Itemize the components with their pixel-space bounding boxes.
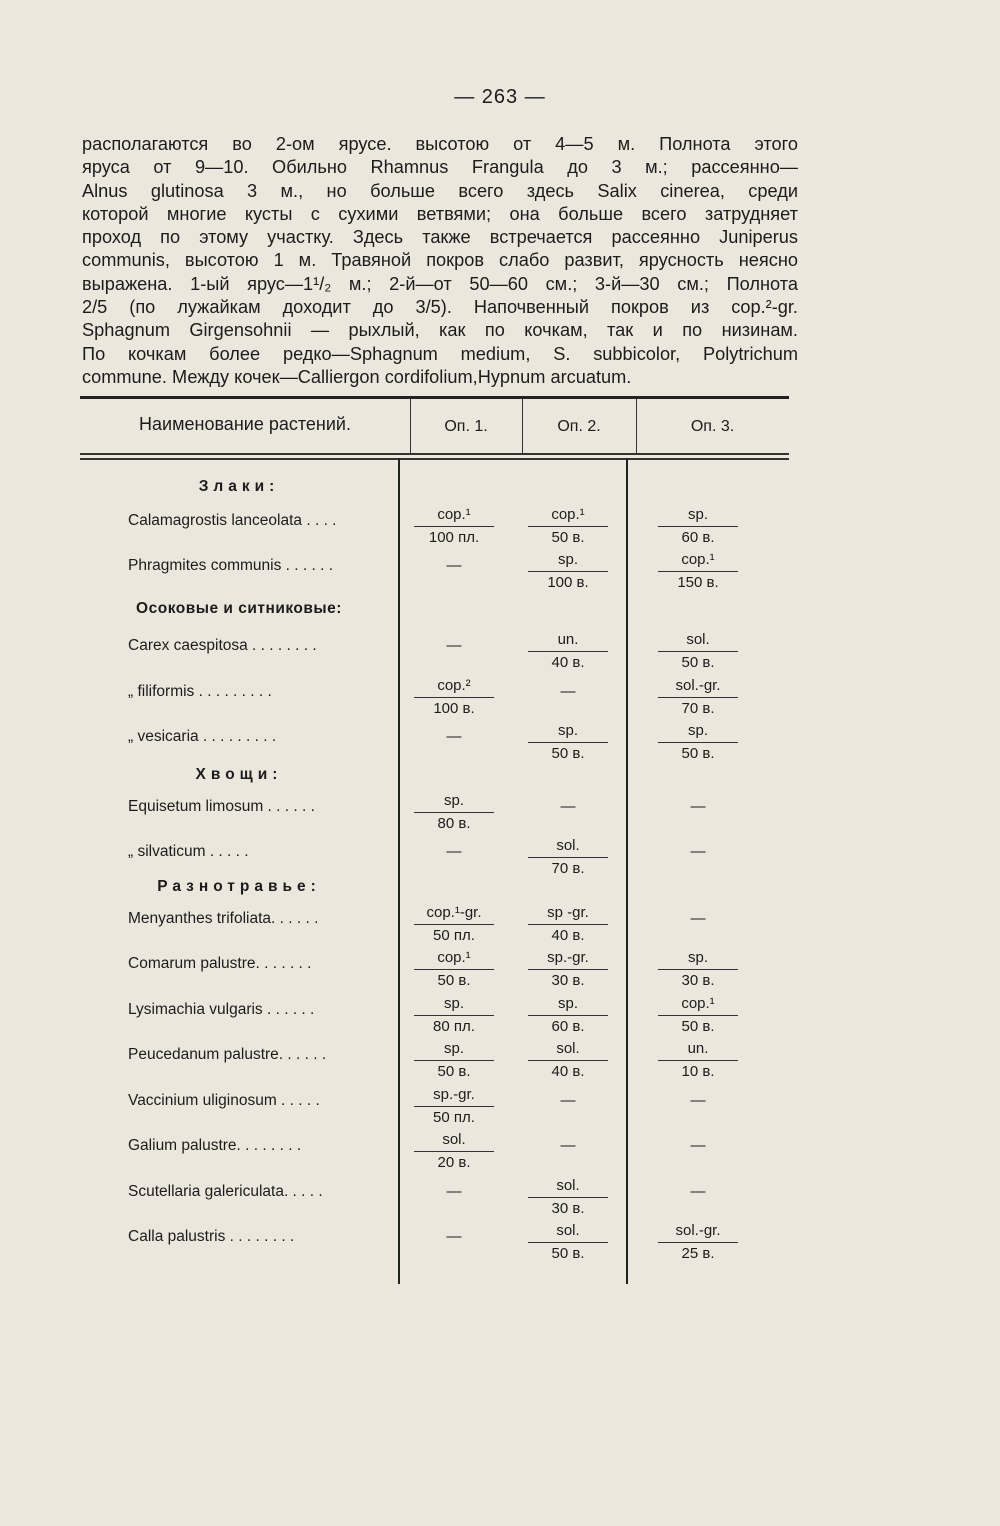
abundance-cell (508, 993, 628, 1038)
abundance-cell (638, 1038, 758, 1083)
abundance-cell (638, 675, 758, 720)
height-value: 30 в. (551, 972, 585, 989)
plant-name: Equisetum limosum . . . . . . (128, 798, 315, 815)
abundance-cell (638, 947, 758, 992)
height-value: 60 в. (551, 1018, 585, 1035)
abundance-value: sp. (443, 1040, 464, 1057)
height-value: 25 в. (681, 1245, 715, 1262)
abundance-value: sp. (687, 506, 708, 523)
height-value: 40 в. (551, 1063, 585, 1080)
abundance-cell (508, 504, 628, 549)
height-value: 100 в. (547, 574, 589, 591)
abundance-value: cop.¹ (681, 995, 715, 1012)
abundance-value: un. (687, 1040, 709, 1057)
vegetation-table (80, 396, 789, 1284)
height-value: 20 в. (437, 1154, 471, 1171)
abundance-value: sol. (442, 1131, 466, 1148)
column-header-op3: Оп. 3. (690, 418, 735, 435)
header-rule (80, 453, 789, 455)
height-value: 30 в. (681, 972, 715, 989)
abundance-value: cop.² (437, 677, 471, 694)
abundance-cell (394, 1084, 514, 1129)
empty-cell-dash: — (690, 1183, 706, 1200)
height-value: 70 в. (551, 860, 585, 877)
section-heading: Хвощи: (195, 766, 283, 783)
plant-name: „ filiformis . . . . . . . . . (128, 683, 272, 700)
plant-name: Menyanthes trifoliata. . . . . . (128, 910, 319, 927)
abundance-value: sp.-gr. (433, 1086, 475, 1103)
plant-name: Scutellaria galericulata. . . . . (128, 1183, 323, 1200)
empty-cell-dash: — (690, 798, 706, 815)
height-value: 70 в. (681, 700, 715, 717)
plant-name: Comarum palustre. . . . . . . (128, 955, 312, 972)
abundance-cell (394, 947, 514, 992)
empty-cell-dash: — (690, 1092, 706, 1109)
paragraph-line: Alnus glutinosa 3 м., но больше всего здесь Salix cinerea, среди (82, 180, 798, 201)
height-value: 100 в. (433, 700, 475, 717)
paragraph-line: располагаются во 2-ом ярусе. высотою от 4—5 м. Полнота этого (82, 134, 798, 154)
section-heading: Разнотравье: (157, 878, 321, 895)
plant-name: Peucedanum palustre. . . . . . (128, 1046, 327, 1063)
paragraph-line: commune. Между кочек—Calliergon cordifolium,Hypnum arcuatum. (82, 366, 632, 387)
empty-cell-dash: — (560, 1137, 576, 1154)
empty-cell-dash: — (690, 843, 706, 860)
paragraph-line: 2/5 (по лужайкам доходит до 3/5). Напочвенный покров из cop.²-gr. (82, 297, 798, 318)
height-value: 150 в. (677, 574, 719, 591)
page-number: — 263 — (454, 86, 546, 108)
abundance-cell (508, 720, 628, 765)
empty-cell-dash: — (560, 1092, 576, 1109)
empty-cell-dash: — (560, 683, 576, 700)
abundance-value: sp. (557, 722, 578, 739)
abundance-value: cop.¹ (681, 551, 715, 568)
abundance-value: sol. (556, 1040, 580, 1057)
abundance-value: sp. (443, 792, 464, 809)
height-value: 60 в. (681, 529, 715, 546)
section-heading: Злаки: (198, 478, 280, 495)
paragraph-line: Sphagnum Girgensohnii — рыхлый, как по кочкам, так и по низинам. (82, 320, 798, 341)
plant-name: Calla palustris . . . . . . . . (128, 1228, 295, 1245)
height-value: 100 пл. (428, 529, 480, 546)
height-value: 50 в. (681, 1018, 715, 1035)
paragraph-line: communis, высотою 1 м. Травяной покров слабо развит, ярусность неясно (82, 250, 798, 271)
empty-cell-dash: — (690, 910, 706, 927)
abundance-cell (508, 629, 628, 674)
paragraph-line: По кочкам более редко—Sphagnum medium, S. subbicolor, Polytrichum (82, 343, 798, 364)
abundance-value: sp. (687, 722, 708, 739)
paragraph-line: которой многие кусты с сухими ветвями; она больше всего затрудняет (82, 203, 798, 224)
abundance-cell (394, 675, 514, 720)
height-value: 40 в. (551, 654, 585, 671)
height-value: 40 в. (551, 927, 585, 944)
abundance-value: sp. (557, 551, 578, 568)
abundance-value: sp -gr. (547, 904, 589, 921)
abundance-cell (508, 1175, 628, 1220)
height-value: 50 в. (681, 745, 715, 762)
abundance-value: un. (557, 631, 579, 648)
abundance-cell (394, 1129, 514, 1174)
abundance-value: sp. (443, 995, 464, 1012)
plant-name: „ vesicaria . . . . . . . . . (128, 728, 277, 745)
plant-name: Lysimachia vulgaris . . . . . . (128, 1001, 315, 1018)
height-value: 30 в. (551, 1200, 585, 1217)
height-value: 50 в. (681, 654, 715, 671)
abundance-value: cop.¹-gr. (426, 904, 482, 921)
abundance-cell (508, 549, 628, 594)
abundance-cell (638, 993, 758, 1038)
height-value: 50 в. (437, 1063, 471, 1080)
height-value: 80 пл. (433, 1018, 475, 1035)
abundance-value: sol. (686, 631, 710, 648)
abundance-cell (394, 902, 514, 947)
abundance-cell (638, 629, 758, 674)
abundance-value: sol. (556, 1222, 580, 1239)
height-value: 10 в. (681, 1063, 715, 1080)
column-header-op2: Оп. 2. (557, 418, 601, 435)
abundance-cell (638, 1220, 758, 1265)
abundance-cell (638, 720, 758, 765)
abundance-value: cop.¹ (437, 506, 471, 523)
empty-cell-dash: — (446, 557, 462, 574)
section-heading: Осоковые и ситниковые: (136, 600, 342, 617)
abundance-value: sol. (556, 837, 580, 854)
abundance-cell (394, 993, 514, 1038)
empty-cell-dash: — (560, 798, 576, 815)
table-top-rule (80, 396, 789, 399)
empty-cell-dash: — (446, 1228, 462, 1245)
plant-name: Phragmites communis . . . . . . (128, 557, 334, 574)
paragraph-line: яруса от 9—10. Обильно Rhamnus Frangula до 3 м.; рассеянно— (82, 157, 798, 178)
abundance-cell (638, 549, 758, 594)
abundance-cell (508, 1038, 628, 1083)
abundance-value: sp. (687, 949, 708, 966)
abundance-cell (508, 902, 628, 947)
column-header-name: Наименование растений. (139, 414, 351, 434)
empty-cell-dash: — (446, 843, 462, 860)
abundance-cell (508, 835, 628, 880)
empty-cell-dash: — (446, 637, 462, 654)
column-header-op1: Оп. 1. (444, 418, 488, 435)
abundance-value: sol. (556, 1177, 580, 1194)
body-paragraph (82, 133, 798, 389)
abundance-value: cop.¹ (551, 506, 585, 523)
empty-cell-dash: — (690, 1137, 706, 1154)
paragraph-line: выражена. 1-ый ярус—1¹/₂ м.; 2-й—от 50—60 см.; 3-й—30 см.; Полнота (82, 273, 798, 294)
empty-cell-dash: — (446, 728, 462, 745)
height-value: 80 в. (437, 815, 471, 832)
abundance-value: sp.-gr. (547, 949, 589, 966)
empty-cell-dash: — (446, 1183, 462, 1200)
abundance-cell (638, 504, 758, 549)
abundance-value: sol.-gr. (675, 1222, 721, 1239)
height-value: 50 в. (437, 972, 471, 989)
height-value: 50 в. (551, 745, 585, 762)
plant-name: Vaccinium uliginosum . . . . . (128, 1092, 320, 1109)
abundance-value: sol.-gr. (675, 677, 721, 694)
header-rule (80, 458, 789, 460)
plant-name: Carex caespitosa . . . . . . . . (128, 637, 317, 654)
plant-name: Galium palustre. . . . . . . . (128, 1137, 302, 1154)
plant-name: „ silvaticum . . . . . (128, 843, 249, 860)
abundance-value: sp. (557, 995, 578, 1012)
height-value: 50 пл. (433, 1109, 475, 1126)
abundance-cell (394, 790, 514, 835)
height-value: 50 пл. (433, 927, 475, 944)
abundance-cell (394, 1038, 514, 1083)
abundance-cell (508, 947, 628, 992)
abundance-value: cop.¹ (437, 949, 471, 966)
abundance-cell (508, 1220, 628, 1265)
height-value: 50 в. (551, 529, 585, 546)
height-value: 50 в. (551, 1245, 585, 1262)
paragraph-line: проход по этому участку. Здесь также встречается рассеянно Juniperus (82, 227, 798, 248)
abundance-cell (394, 504, 514, 549)
plant-name: Calamagrostis lanceolata . . . . (128, 512, 337, 529)
